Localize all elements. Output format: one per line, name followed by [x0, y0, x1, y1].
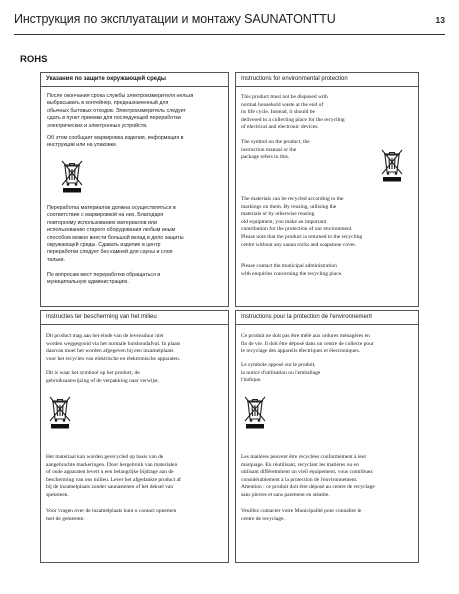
paragraph [46, 508, 176, 523]
text-line: Об этом сообщает маркировка изделия, информация в [47, 135, 184, 141]
text-line: its life cycle. Instead, it should be [241, 109, 315, 116]
text-line: markings on them. By reusing, utilising the [241, 203, 337, 210]
text-line: bescherming van ons milieu. Lever het afgedankte product af [46, 476, 181, 483]
text-line: Please contact the municipal administration [241, 263, 337, 269]
text-line: Ce produit ne doit pas être mêlé aux ordures ménagères en [241, 333, 370, 339]
paragraph [46, 454, 181, 500]
text-line: The materials can be recycled according to the [241, 196, 344, 202]
text-line: marquage. En réutilisant, recyclant les matières ou en [241, 461, 359, 468]
text-line: The symbol on the product, the [241, 139, 310, 145]
text-line: aangebrachte markeringen. Door hergebruik van materialen [46, 461, 178, 468]
text-line: окружающей среды. Сдавать изделие в центр [47, 242, 161, 249]
text-line: delivered to a collecting place for the recycling [241, 116, 345, 123]
crossed-out-wheelie-bin-icon [244, 395, 266, 429]
text-line: of oude apparaten levert u een belangrijke bijdrage aan de [46, 469, 174, 476]
text-line: la notice d'utilisation ou l'emballage [241, 369, 321, 376]
text-line: centre de recyclage. [241, 515, 285, 522]
paragraph [241, 94, 345, 132]
section-heading: ROHS [20, 54, 48, 65]
text-line: daarvan moet het worden afgegeven bij een inzamelplaats [46, 348, 174, 355]
text-line: соответствие с маркировкой на них. Благодаря [47, 212, 164, 219]
text-line: contribution for the protection of our environment. [241, 226, 353, 233]
french-instructions-box [235, 310, 419, 563]
text-line: materials or by otherwise reusing [241, 211, 315, 218]
text-line: of electrical and electronic devices. [241, 124, 319, 131]
text-line: utilisant différemment un vieil équipement, vous contribuez [241, 469, 373, 476]
box-title: Указания по защите окружающей среды [41, 73, 228, 87]
text-line: normal household waste at the end of [241, 101, 324, 108]
text-line: Dit product mag aan het einde van de levensduur niet [46, 333, 164, 339]
text-line: Dit is waar het symbool op het product, de [46, 370, 140, 376]
paragraph [241, 454, 375, 500]
box-title: Instructions pour la protection de l'environnement [236, 311, 418, 325]
text-line: Het materiaal kan worden gerecycled op basis van de [46, 454, 164, 460]
text-line: электрических и электронных устройств. [47, 122, 148, 129]
text-line: сдать в пункт приемки для последующей переработки [47, 115, 181, 122]
page-title: Инструкция по эксплуатации и монтажу SAUNATONTTU [14, 12, 336, 26]
paragraph [47, 93, 193, 130]
text-line: Le symbole apposé sur le produit, [241, 362, 316, 368]
text-line: По вопросам мест переработки обращаться в [47, 272, 161, 278]
text-line: worden weggegooid via het normale huishoudafval. In plaats [46, 340, 181, 347]
text-line: Please note that the product is returned to the recycling [241, 233, 363, 240]
text-line: Voor vragen over de inzamelplaats kunt u contact opnemen [46, 508, 177, 514]
text-line: повторному использованию материалов или [47, 219, 157, 226]
page-number: 13 [435, 15, 445, 25]
text-line: инструкции или на упаковке. [47, 142, 118, 149]
paragraph [47, 205, 184, 264]
text-line: met de gemeente. [46, 515, 85, 522]
text-line: le recyclage des appareils électriques et électroniques. [241, 348, 360, 355]
text-line: centre without any sauna rocks and soapstone cover. [241, 241, 357, 248]
paragraph [47, 272, 160, 287]
dutch-instructions-box [40, 310, 229, 563]
english-instructions-box [235, 72, 419, 307]
text-line: тальки. [47, 256, 65, 263]
crossed-out-wheelie-bin-icon [381, 148, 403, 182]
header-divider [14, 34, 445, 35]
text-line: l'indique. [241, 377, 262, 384]
text-line: способом можно внести большой вклад в дело защиты [47, 234, 184, 241]
text-line: with enquiries concerning the recycling place. [241, 270, 343, 277]
text-line: old equipment, you make an important [241, 218, 327, 225]
text-line: выбрасывать в контейнер, предназначенный для [47, 100, 169, 107]
text-line: This product must not be disposed with [241, 94, 328, 100]
text-line: Les matières peuvent être recyclées conformément à leur [241, 454, 367, 460]
text-line: Attention : ce produit doit être déposé au centre de recyclage [241, 484, 375, 491]
paragraph [241, 362, 320, 385]
box-title: Instructions for environmental protection [236, 73, 418, 87]
paragraph [46, 370, 159, 385]
paragraph [46, 333, 180, 363]
text-line: gebruiksaanwijzing of de verpakking naar verwijst. [46, 377, 160, 384]
text-line: Veuillez contacter votre Municipalité pour connaître le [241, 508, 362, 514]
text-line: переработки следует без камней для сауны и слоя [47, 249, 173, 256]
paragraph [241, 139, 310, 162]
russian-instructions-box [40, 72, 229, 307]
text-line: Переработка материалов должна осуществляться в [47, 205, 176, 211]
text-line: considérablement à la protection de l'environnement. [241, 476, 358, 483]
paragraph [241, 508, 361, 523]
text-line: После окончания срока службы электроизмерителя нельзя [47, 93, 194, 99]
text-line: sans pierres et sans parement en stéatite. [241, 491, 330, 498]
text-line: voor het recyclen van elektrische en elektronische apparaten. [46, 355, 181, 362]
text-line: bij de inzamelplaats zonder saunastenen of het deksel van [46, 484, 174, 491]
crossed-out-wheelie-bin-icon [61, 159, 83, 193]
text-line: обычных бытовых отходов. Электроизмеритель следует [47, 107, 186, 114]
paragraph [241, 333, 374, 356]
page-header [14, 9, 445, 33]
text-line: fin de vie. Il doit être déposé dans un centre de collecte pour [241, 340, 374, 347]
paragraph [241, 263, 342, 278]
text-line: instruction manual or the [241, 146, 297, 153]
crossed-out-wheelie-bin-icon [49, 395, 71, 429]
paragraph [47, 135, 183, 150]
box-title: Instructies ter bescherming van het milieu [41, 311, 228, 325]
text-line: package refers to this. [241, 154, 290, 161]
paragraph [241, 196, 362, 249]
text-line: муниципальную администрацию. [47, 279, 129, 286]
text-line: использованию старого оборудования любым иным [47, 227, 176, 234]
text-line: speksteen. [46, 491, 69, 498]
